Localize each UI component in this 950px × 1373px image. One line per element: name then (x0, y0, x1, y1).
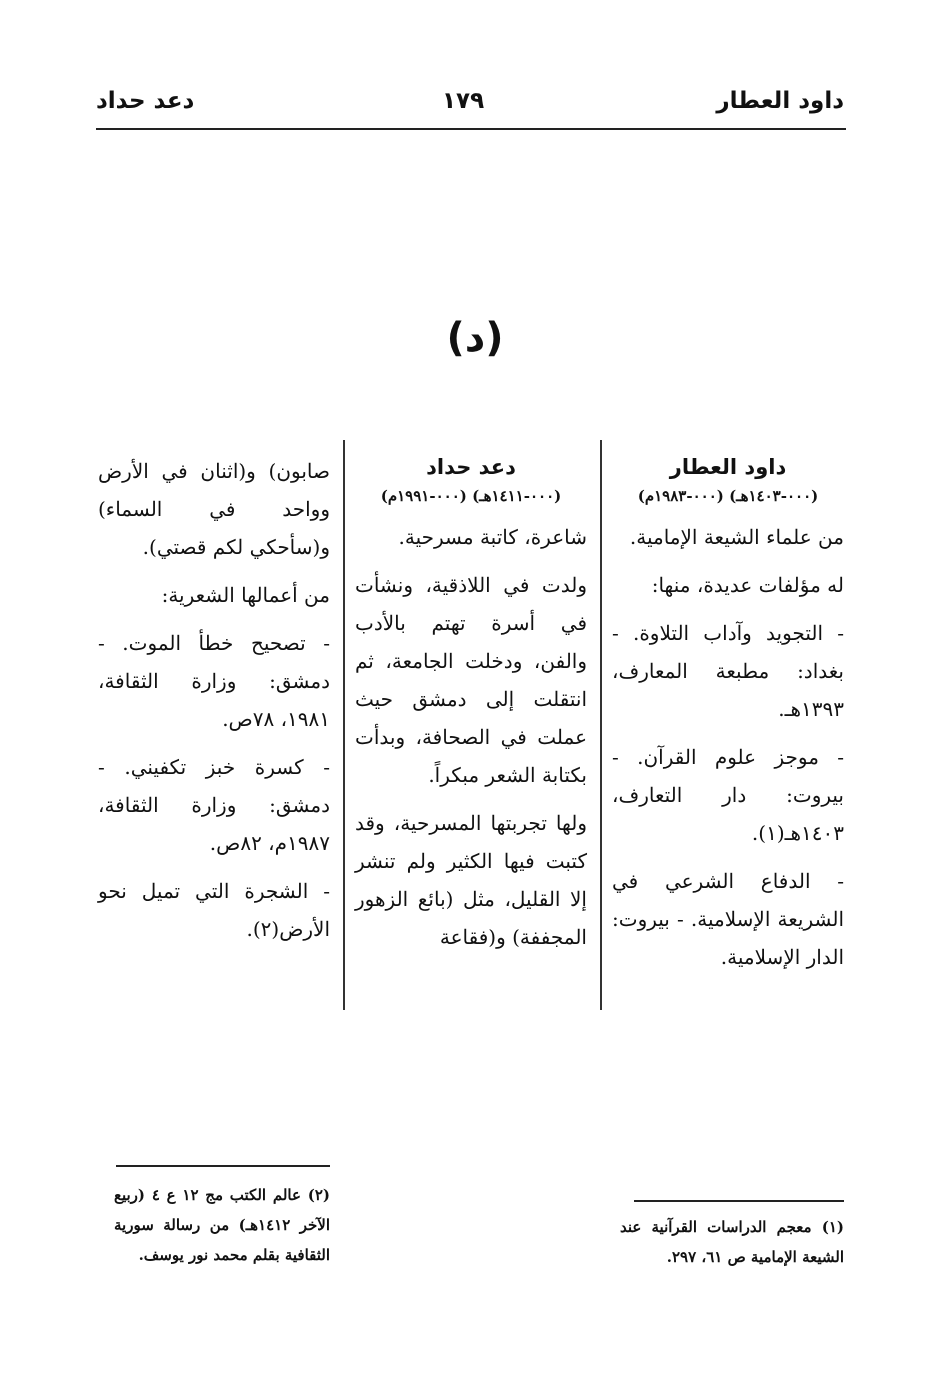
entry-paragraph: - الدفاع الشرعي في الشريعة الإسلامية. - بيروت: الدار الإسلامية. (612, 869, 844, 969)
entry-dates: (٠٠٠-١٤١١هـ) (٠٠٠-١٩٩١م) (380, 487, 562, 505)
work-item: - الشجرة التي تميل نحو الأرض(٢). (98, 879, 330, 941)
entry-paragraph: شاعرة، كاتبة مسرحية. (398, 525, 587, 549)
running-header-right: داود العطار (716, 88, 844, 114)
footnote-1: (١) معجم الدراسات القرآنية عند الشيعة الإمامية ص ٦١، ٢٩٧. (620, 1218, 844, 1266)
header-rule (96, 128, 846, 130)
column-divider (600, 440, 602, 1010)
footnote-rule (116, 1165, 330, 1167)
entry-paragraph: ولدت في اللاذقية، ونشأت في أسرة تهتم بالأدب والفن، ودخلت الجامعة، ثم انتقلت إلى دمشق حيث عملت في الصحافة، وبدأت بكتابة الشعر مبكراً. (355, 573, 587, 787)
footnote-2: (٢) عالم الكتب مج ١٢ ع ٤ (ربيع الآخر ١٤١٢هـ) من رسالة سورية الثقافية بقلم محمد نور يوسف. (114, 1186, 331, 1264)
entry-column-2 (355, 452, 587, 966)
entry-dates: (٠٠٠-١٤٠٣هـ) (٠٠٠-١٩٨٣م) (637, 487, 819, 505)
entry-name: دعد حداد (426, 455, 516, 479)
running-header-left: دعد حداد (96, 88, 195, 114)
entry-paragraph: ولها تجربتها المسرحية، وقد كتبت فيها الكثير ولم تنشر إلا القليل، مثل (بائع الزهور المجففة) و(فقاعة (355, 811, 587, 949)
column-divider (343, 440, 345, 1010)
entry-paragraph: من علماء الشيعة الإمامية. (629, 525, 844, 549)
entry-name: داود العطار (669, 455, 787, 479)
entry-column-1 (612, 452, 844, 986)
entry-paragraph: - موجز علوم القرآن. - بيروت: دار التعارف، ١٤٠٣هـ(١). (612, 745, 844, 845)
page-number: ١٧٩ (442, 88, 485, 114)
entry-paragraph: - التجويد وآداب التلاوة. - بغداد: مطبعة المعارف، ١٣٩٣هـ. (612, 621, 844, 721)
work-item: - كسرة خبز تكفيني. - دمشق: وزارة الثقافة، ١٩٨٧م، ٨٢ص. (98, 755, 330, 855)
entry-paragraph: له مؤلفات عديدة، منها: (651, 573, 844, 597)
entry-continuation: صابون) و(اثنان في الأرض وواحد في السماء) و(سأحكي لكم قصتي). (98, 459, 330, 559)
work-item: - تصحيح خطأ الموت. - دمشق: وزارة الثقافة، ١٩٨١، ٧٨ص. (98, 631, 330, 731)
section-letter: (د) (446, 315, 504, 361)
works-heading: من أعمالها الشعرية: (161, 583, 330, 607)
footnote-rule (634, 1200, 844, 1202)
entry-column-3 (98, 452, 330, 958)
